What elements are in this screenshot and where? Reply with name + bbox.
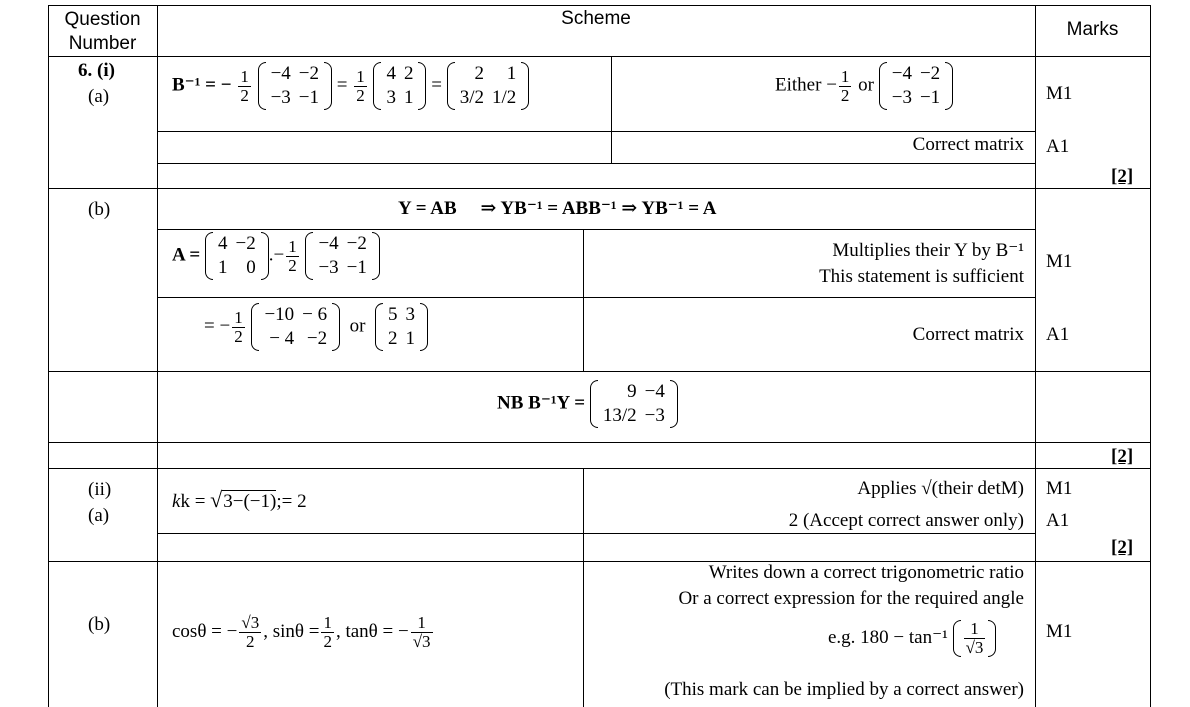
criteria-correct-matrix-ib: Correct matrix: [912, 324, 1024, 345]
trig-ratios: cosθ = − $\frac{√3}{2}$ , sinθ = $\frac{1}{2}$ , tanθ = − $\frac{1}{√3}$: [172, 613, 431, 651]
criteria-matrix: −4 −2 −3 −1: [879, 62, 953, 110]
criteria-expression: Or a correct expression for the required angle: [678, 588, 1024, 609]
matrix-adjugate: −4 −2 −3 −1: [258, 62, 332, 110]
part-label-ii: (ii): [88, 479, 112, 500]
criteria-trig-ratio: Writes down a correct trigonometric ratio: [708, 562, 1024, 583]
question-number: 6. (i): [78, 60, 115, 81]
criteria-applies-det: Applies √(their detM): [857, 478, 1024, 499]
mark-m1-ib: M1: [1046, 251, 1073, 272]
criteria-sufficient: This statement is sufficient: [819, 266, 1024, 287]
b-statement: Y = AB ⇒ YB⁻¹ = ABB⁻¹ ⇒ YB⁻¹ = A: [398, 198, 717, 219]
part-label-ii-b: (b): [88, 614, 111, 635]
a-result: = − $\frac{1}{2}$ −10 − 6 − 4 −2 or 5 3 2 1: [204, 303, 428, 351]
criteria-correct-matrix-ia: Correct matrix: [912, 134, 1024, 155]
b-inverse-working: B⁻¹ = − $\frac{1}{2}$ −4 −2 −3 −1 = $\frac{1}{2}$ 4 2 3 1 = 2 1 3/2 1/2: [172, 62, 529, 110]
criteria-either: Either − $\frac{1}{2}$ or −4 −2 −3 −1: [775, 62, 953, 110]
part-label-ii-a: (a): [88, 505, 110, 526]
matrix-b-inverse: 2 1 3/2 1/2: [447, 62, 530, 110]
criteria-implied: (This mark can be implied by a correct answer): [664, 679, 1024, 700]
mark-a1-iia: A1: [1046, 510, 1070, 531]
criteria-example: e.g. 180 − tan⁻¹ $\frac{1}{√3}$: [828, 620, 996, 657]
header-scheme: Scheme: [561, 8, 631, 29]
mark-m1-iia: M1: [1046, 478, 1073, 499]
total-ib: [2]: [1111, 446, 1134, 467]
matrix-positive: 4 2 3 1: [373, 62, 426, 110]
mark-m1-ia: M1: [1046, 83, 1073, 104]
criteria-accept-correct: 2 (Accept correct answer only): [788, 510, 1024, 531]
total-ia: [2]: [1111, 166, 1134, 187]
k-working: kk = √3−(−1);= 2: [172, 487, 307, 512]
header-question-number: Question Number: [64, 9, 141, 54]
mark-m1-iib: M1: [1046, 621, 1073, 642]
header-marks: Marks: [1066, 19, 1119, 40]
criteria-multiplies: Multiplies their Y by B⁻¹: [832, 240, 1024, 261]
part-label-b: (b): [88, 199, 111, 220]
part-label-a: (a): [88, 86, 110, 107]
a-working: A = 4 −2 1 0 .− $\frac{1}{2}$ −4 −2 −3 −1: [172, 232, 380, 280]
mark-a1-ia: A1: [1046, 136, 1070, 157]
nb-note: NB B⁻¹Y = 9 −4 13/2 −3: [497, 380, 678, 428]
mark-a1-ib: A1: [1046, 324, 1070, 345]
total-iia: [2]: [1111, 537, 1134, 558]
